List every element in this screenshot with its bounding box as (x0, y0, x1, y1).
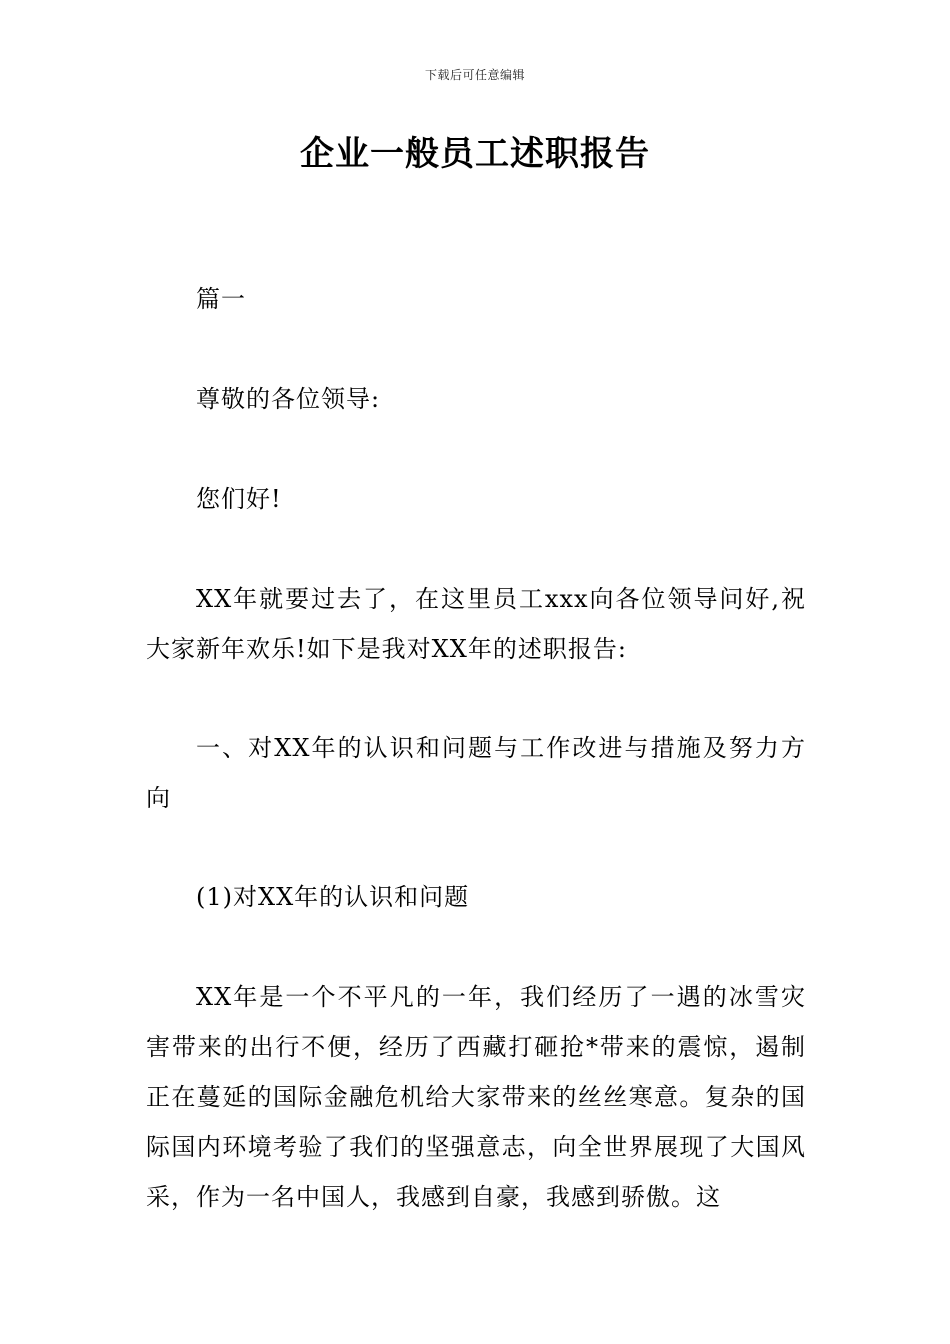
intro-paragraph: XX年就要过去了，在这里员工xxx向各位领导问好,祝大家新年欢乐!如下是我对XX年的述职报告: (146, 585, 806, 663)
salutation: 尊敬的各位领导: (196, 385, 381, 413)
subsection-heading: (1)对XX年的认识和问题 (196, 883, 470, 911)
section-label: 篇一 (196, 285, 246, 313)
greeting: 您们好! (196, 485, 282, 513)
body-paragraph: XX年是一个不平凡的一年，我们经历了一遇的冰雪灾害带来的出行不便，经历了西藏打砸抢*带来的震惊，遏制正在蔓延的国际金融危机给大家带来的丝丝寒意。复杂的国际国内环境考验了我们的坚强意志，向全世界展现了大国风采，作为一名中国人，我感到自豪，我感到骄傲。这 (146, 983, 806, 1211)
section-heading: 一、对XX年的认识和问题与工作改进与措施及努力方向 (146, 734, 806, 812)
header-note: 下载后可任意编辑 (424, 68, 525, 82)
document-title: 企业一般员工述职报告 (300, 134, 650, 174)
